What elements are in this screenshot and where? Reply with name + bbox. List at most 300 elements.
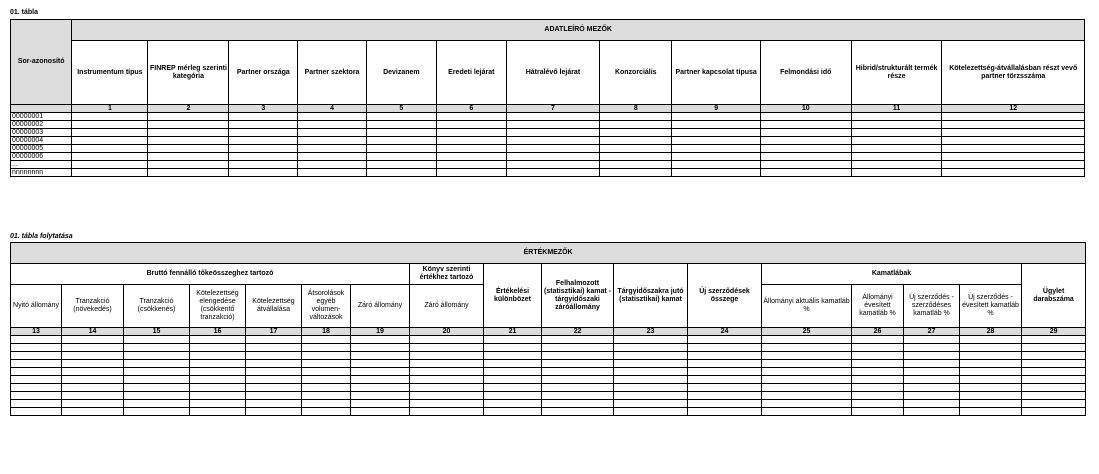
data-cell[interactable] [410, 360, 484, 368]
data-cell[interactable] [246, 360, 302, 368]
data-cell[interactable] [942, 169, 1085, 177]
data-cell[interactable] [762, 392, 852, 400]
data-cell[interactable] [506, 145, 599, 153]
table-row [11, 352, 1086, 360]
data-cell[interactable] [229, 169, 298, 177]
table-row [11, 360, 1086, 368]
data-cell[interactable] [542, 336, 614, 344]
data-cell[interactable] [760, 113, 851, 121]
data-cell[interactable] [351, 344, 410, 352]
data-cell[interactable] [72, 121, 148, 129]
data-cell[interactable] [600, 161, 672, 169]
data-cell[interactable] [484, 400, 542, 408]
data-cell[interactable] [246, 344, 302, 352]
data-cell[interactable] [229, 121, 298, 129]
data-cell[interactable] [852, 400, 904, 408]
data-cell[interactable] [246, 408, 302, 416]
data-cell[interactable] [410, 376, 484, 384]
data-cell[interactable] [904, 376, 960, 384]
data-cell[interactable] [672, 113, 760, 121]
data-cell[interactable] [1022, 408, 1086, 416]
data-cell[interactable] [229, 161, 298, 169]
col-num-7: 7 [506, 105, 599, 113]
col-num-13: 13 [11, 328, 62, 336]
data-cell[interactable] [852, 336, 904, 344]
data-cell[interactable] [960, 400, 1022, 408]
data-cell[interactable] [506, 137, 599, 145]
data-cell[interactable] [904, 400, 960, 408]
data-cell[interactable] [614, 352, 688, 360]
data-cell[interactable] [124, 408, 190, 416]
data-cell[interactable] [62, 344, 124, 352]
data-cell[interactable] [124, 336, 190, 344]
data-cell[interactable] [762, 368, 852, 376]
col-num-12: 12 [942, 105, 1085, 113]
data-cell[interactable] [600, 137, 672, 145]
data-cell[interactable] [410, 368, 484, 376]
data-cell[interactable] [246, 368, 302, 376]
data-cell[interactable] [960, 384, 1022, 392]
data-cell[interactable] [688, 336, 762, 344]
data-cell[interactable] [1022, 352, 1086, 360]
data-cell[interactable] [506, 153, 599, 161]
data-cell[interactable] [762, 376, 852, 384]
data-cell[interactable] [852, 368, 904, 376]
data-cell[interactable] [62, 360, 124, 368]
data-cell[interactable] [148, 129, 229, 137]
data-cell[interactable] [229, 137, 298, 145]
data-cell[interactable] [190, 360, 246, 368]
data-cell[interactable] [506, 113, 599, 121]
data-cell[interactable] [760, 161, 851, 169]
col-num-4: 4 [298, 105, 367, 113]
data-cell[interactable] [760, 169, 851, 177]
data-cell[interactable] [410, 400, 484, 408]
data-cell[interactable] [229, 153, 298, 161]
data-cell[interactable] [436, 153, 506, 161]
data-cell[interactable] [614, 408, 688, 416]
data-cell[interactable] [484, 368, 542, 376]
data-cell[interactable] [762, 336, 852, 344]
table-row [11, 392, 1086, 400]
data-cell[interactable] [942, 153, 1085, 161]
table-row [11, 137, 1085, 145]
data-cell[interactable] [302, 352, 351, 360]
data-cell[interactable] [410, 344, 484, 352]
data-cell[interactable] [672, 161, 760, 169]
data-cell[interactable] [542, 408, 614, 416]
data-cell[interactable] [851, 153, 942, 161]
data-cell[interactable] [366, 137, 436, 145]
data-cell[interactable] [351, 352, 410, 360]
data-cell[interactable] [851, 113, 942, 121]
data-cell[interactable] [484, 336, 542, 344]
data-cell[interactable] [410, 408, 484, 416]
data-cell[interactable] [229, 113, 298, 121]
data-cell[interactable] [11, 392, 62, 400]
data-cell[interactable] [62, 384, 124, 392]
data-cell[interactable] [672, 169, 760, 177]
data-cell[interactable] [760, 137, 851, 145]
data-cell[interactable] [72, 145, 148, 153]
col-header-25: Állományi aktuális kamatláb % [762, 285, 852, 328]
data-cell[interactable] [762, 400, 852, 408]
data-cell[interactable] [614, 360, 688, 368]
data-cell[interactable] [11, 400, 62, 408]
data-cell[interactable] [436, 145, 506, 153]
data-cell[interactable] [614, 392, 688, 400]
data-cell[interactable] [62, 352, 124, 360]
data-cell[interactable] [410, 384, 484, 392]
data-cell[interactable] [760, 145, 851, 153]
data-cell[interactable] [600, 121, 672, 129]
data-cell[interactable] [351, 400, 410, 408]
data-cell[interactable] [688, 352, 762, 360]
data-cell[interactable] [366, 121, 436, 129]
col-num-18: 18 [302, 328, 351, 336]
data-cell[interactable] [302, 384, 351, 392]
data-cell[interactable] [124, 392, 190, 400]
data-cell[interactable] [366, 113, 436, 121]
col-num-23: 23 [614, 328, 688, 336]
data-cell[interactable] [484, 384, 542, 392]
data-cell[interactable] [11, 352, 62, 360]
col-num-22: 22 [542, 328, 614, 336]
data-cell[interactable] [688, 360, 762, 368]
data-cell[interactable] [298, 161, 367, 169]
data-cell[interactable] [246, 336, 302, 344]
data-cell[interactable] [942, 121, 1085, 129]
data-cell[interactable] [246, 400, 302, 408]
data-cell[interactable] [11, 376, 62, 384]
data-cell[interactable] [298, 113, 367, 121]
data-cell[interactable] [190, 368, 246, 376]
data-cell[interactable] [436, 121, 506, 129]
data-cell[interactable] [351, 392, 410, 400]
data-cell[interactable] [762, 360, 852, 368]
data-cell[interactable] [506, 121, 599, 129]
data-cell[interactable] [298, 137, 367, 145]
data-cell[interactable] [484, 376, 542, 384]
data-cell[interactable] [852, 408, 904, 416]
data-cell[interactable] [960, 336, 1022, 344]
data-cell[interactable] [366, 169, 436, 177]
data-cell[interactable] [542, 360, 614, 368]
data-cell[interactable] [190, 352, 246, 360]
col-header-9: Partner kapcsolat típusa [672, 41, 760, 105]
data-cell[interactable] [851, 169, 942, 177]
data-cell[interactable] [614, 400, 688, 408]
data-cell[interactable] [246, 392, 302, 400]
data-cell[interactable] [852, 360, 904, 368]
data-cell[interactable] [688, 344, 762, 352]
data-cell[interactable] [904, 392, 960, 400]
data-cell[interactable] [124, 400, 190, 408]
data-cell[interactable] [600, 153, 672, 161]
data-cell[interactable] [11, 360, 62, 368]
data-cell[interactable] [190, 336, 246, 344]
data-cell[interactable] [484, 344, 542, 352]
data-cell[interactable] [302, 408, 351, 416]
data-cell[interactable] [72, 129, 148, 137]
data-cell[interactable] [436, 137, 506, 145]
data-cell[interactable] [11, 368, 62, 376]
data-cell[interactable] [904, 384, 960, 392]
data-cell[interactable] [246, 384, 302, 392]
data-cell[interactable] [124, 360, 190, 368]
data-cell[interactable] [484, 392, 542, 400]
data-cell[interactable] [11, 384, 62, 392]
data-cell[interactable] [688, 400, 762, 408]
data-cell[interactable] [1022, 360, 1086, 368]
data-cell[interactable] [762, 384, 852, 392]
data-cell[interactable] [72, 169, 148, 177]
data-cell[interactable] [960, 352, 1022, 360]
data-cell[interactable] [302, 336, 351, 344]
data-cell[interactable] [351, 336, 410, 344]
data-cell[interactable] [484, 352, 542, 360]
data-cell[interactable] [1022, 368, 1086, 376]
data-cell[interactable] [229, 145, 298, 153]
data-cell[interactable] [62, 400, 124, 408]
data-cell[interactable] [672, 121, 760, 129]
data-cell[interactable] [851, 129, 942, 137]
data-cell[interactable] [852, 352, 904, 360]
data-cell[interactable] [614, 336, 688, 344]
data-cell[interactable] [148, 137, 229, 145]
col-num-26: 26 [852, 328, 904, 336]
data-cell[interactable] [1022, 392, 1086, 400]
data-cell[interactable] [960, 360, 1022, 368]
data-cell[interactable] [852, 376, 904, 384]
col-num-19: 19 [351, 328, 410, 336]
data-cell[interactable] [124, 376, 190, 384]
data-cell[interactable] [1022, 384, 1086, 392]
data-cell[interactable] [190, 408, 246, 416]
data-cell[interactable] [614, 344, 688, 352]
data-cell[interactable] [302, 360, 351, 368]
data-cell[interactable] [436, 169, 506, 177]
data-cell[interactable] [542, 400, 614, 408]
data-cell[interactable] [302, 392, 351, 400]
data-cell[interactable] [190, 344, 246, 352]
data-cell[interactable] [1022, 344, 1086, 352]
data-cell[interactable] [484, 408, 542, 416]
data-cell[interactable] [436, 113, 506, 121]
data-cell[interactable] [410, 336, 484, 344]
table-row [11, 121, 1085, 129]
data-cell[interactable] [351, 360, 410, 368]
data-cell[interactable] [1022, 336, 1086, 344]
data-cell[interactable] [302, 400, 351, 408]
data-cell[interactable] [672, 129, 760, 137]
data-cell[interactable] [542, 376, 614, 384]
data-cell[interactable] [762, 352, 852, 360]
data-cell[interactable] [960, 408, 1022, 416]
col-header-14: Tranzakció (növekedés) [62, 285, 124, 328]
data-cell[interactable] [62, 336, 124, 344]
data-cell[interactable] [72, 161, 148, 169]
data-cell[interactable] [542, 392, 614, 400]
data-cell[interactable] [600, 169, 672, 177]
data-cell[interactable] [760, 129, 851, 137]
col-header-3: Partner országa [229, 41, 298, 105]
data-cell[interactable] [942, 161, 1085, 169]
data-cell[interactable] [614, 384, 688, 392]
data-cell[interactable] [148, 161, 229, 169]
col-header-8: Konzorciális [600, 41, 672, 105]
data-cell[interactable] [124, 384, 190, 392]
col-num-11: 11 [851, 105, 942, 113]
data-cell[interactable] [351, 376, 410, 384]
data-cell[interactable] [190, 376, 246, 384]
data-cell[interactable] [614, 376, 688, 384]
table-row [11, 376, 1086, 384]
data-cell[interactable] [852, 344, 904, 352]
data-cell[interactable] [688, 368, 762, 376]
data-cell[interactable] [506, 129, 599, 137]
data-cell[interactable] [851, 145, 942, 153]
col-header-16: Kötelezettség elengedése (csökkentő tranzakció) [190, 285, 246, 328]
data-cell[interactable] [366, 161, 436, 169]
data-cell[interactable] [506, 169, 599, 177]
data-cell[interactable] [298, 169, 367, 177]
data-cell[interactable] [542, 352, 614, 360]
column-number-row [11, 328, 1086, 336]
data-cell[interactable] [672, 153, 760, 161]
data-cell[interactable] [298, 153, 367, 161]
data-cell[interactable] [942, 137, 1085, 145]
data-cell[interactable] [148, 169, 229, 177]
data-cell[interactable] [298, 121, 367, 129]
data-cell[interactable] [124, 352, 190, 360]
data-cell[interactable] [542, 344, 614, 352]
col-header-18: Átsorolások egyéb volumen-változások [302, 285, 351, 328]
data-cell[interactable] [600, 113, 672, 121]
data-cell[interactable] [148, 145, 229, 153]
data-cell[interactable] [904, 360, 960, 368]
table-row [11, 384, 1086, 392]
data-cell[interactable] [614, 368, 688, 376]
data-cell[interactable] [904, 344, 960, 352]
data-cell[interactable] [960, 392, 1022, 400]
data-cell[interactable] [302, 376, 351, 384]
col-header-10: Felmondási idő [760, 41, 851, 105]
data-cell[interactable] [72, 137, 148, 145]
data-cell[interactable] [62, 408, 124, 416]
data-cell[interactable] [1022, 376, 1086, 384]
data-cell[interactable] [688, 376, 762, 384]
data-cell[interactable] [1022, 400, 1086, 408]
data-cell[interactable] [302, 368, 351, 376]
table-row [11, 368, 1086, 376]
data-cell[interactable] [851, 137, 942, 145]
data-cell[interactable] [298, 145, 367, 153]
data-cell[interactable] [942, 113, 1085, 121]
col-header-20: Záró állomány [410, 285, 484, 328]
data-cell[interactable] [760, 153, 851, 161]
data-cell[interactable] [124, 368, 190, 376]
data-cell[interactable] [190, 384, 246, 392]
data-cell[interactable] [62, 376, 124, 384]
data-cell[interactable] [62, 392, 124, 400]
data-cell[interactable] [366, 145, 436, 153]
data-cell[interactable] [760, 121, 851, 129]
data-cell[interactable] [942, 129, 1085, 137]
data-cell[interactable] [366, 129, 436, 137]
data-cell[interactable] [72, 153, 148, 161]
data-cell[interactable] [484, 360, 542, 368]
data-cell[interactable] [351, 408, 410, 416]
data-cell[interactable] [148, 153, 229, 161]
data-cell[interactable] [302, 344, 351, 352]
data-description-table [10, 19, 1085, 177]
data-cell[interactable] [688, 408, 762, 416]
data-cell[interactable] [600, 129, 672, 137]
data-cell[interactable] [124, 344, 190, 352]
data-cell[interactable] [542, 368, 614, 376]
data-cell[interactable] [351, 384, 410, 392]
data-cell[interactable] [436, 129, 506, 137]
col-num-14: 14 [62, 328, 124, 336]
data-cell[interactable] [229, 129, 298, 137]
data-cell[interactable] [298, 129, 367, 137]
data-cell[interactable] [351, 368, 410, 376]
data-cell[interactable] [672, 137, 760, 145]
data-cell[interactable] [62, 368, 124, 376]
data-cell[interactable] [246, 352, 302, 360]
data-cell[interactable] [942, 145, 1085, 153]
data-cell[interactable] [851, 161, 942, 169]
data-cell[interactable] [148, 113, 229, 121]
data-cell[interactable] [436, 161, 506, 169]
data-cell[interactable] [11, 344, 62, 352]
data-cell[interactable] [148, 121, 229, 129]
data-cell[interactable] [904, 368, 960, 376]
col-num-5: 5 [366, 105, 436, 113]
data-cell[interactable] [11, 336, 62, 344]
data-cell[interactable] [672, 145, 760, 153]
data-cell[interactable] [506, 161, 599, 169]
data-cell[interactable] [904, 408, 960, 416]
data-cell[interactable] [851, 121, 942, 129]
data-cell[interactable] [542, 384, 614, 392]
data-cell[interactable] [366, 153, 436, 161]
data-cell[interactable] [600, 145, 672, 153]
data-cell[interactable] [410, 392, 484, 400]
data-cell[interactable] [11, 408, 62, 416]
data-cell[interactable] [190, 400, 246, 408]
data-cell[interactable] [72, 113, 148, 121]
data-cell[interactable] [960, 344, 1022, 352]
data-cell[interactable] [852, 392, 904, 400]
data-cell[interactable] [852, 384, 904, 392]
data-cell[interactable] [904, 336, 960, 344]
row-id-header: Sor-azonosító [11, 20, 72, 105]
table-row [11, 113, 1085, 121]
data-cell[interactable] [960, 368, 1022, 376]
data-cell[interactable] [762, 344, 852, 352]
data-cell[interactable] [904, 352, 960, 360]
data-cell[interactable] [762, 408, 852, 416]
data-cell[interactable] [410, 352, 484, 360]
data-cell[interactable] [688, 392, 762, 400]
data-cell[interactable] [190, 392, 246, 400]
data-cell[interactable] [688, 384, 762, 392]
data-cell[interactable] [960, 376, 1022, 384]
col-header-27: Új szerződés - szerződéses kamatláb % [904, 285, 960, 328]
data-cell[interactable] [246, 376, 302, 384]
